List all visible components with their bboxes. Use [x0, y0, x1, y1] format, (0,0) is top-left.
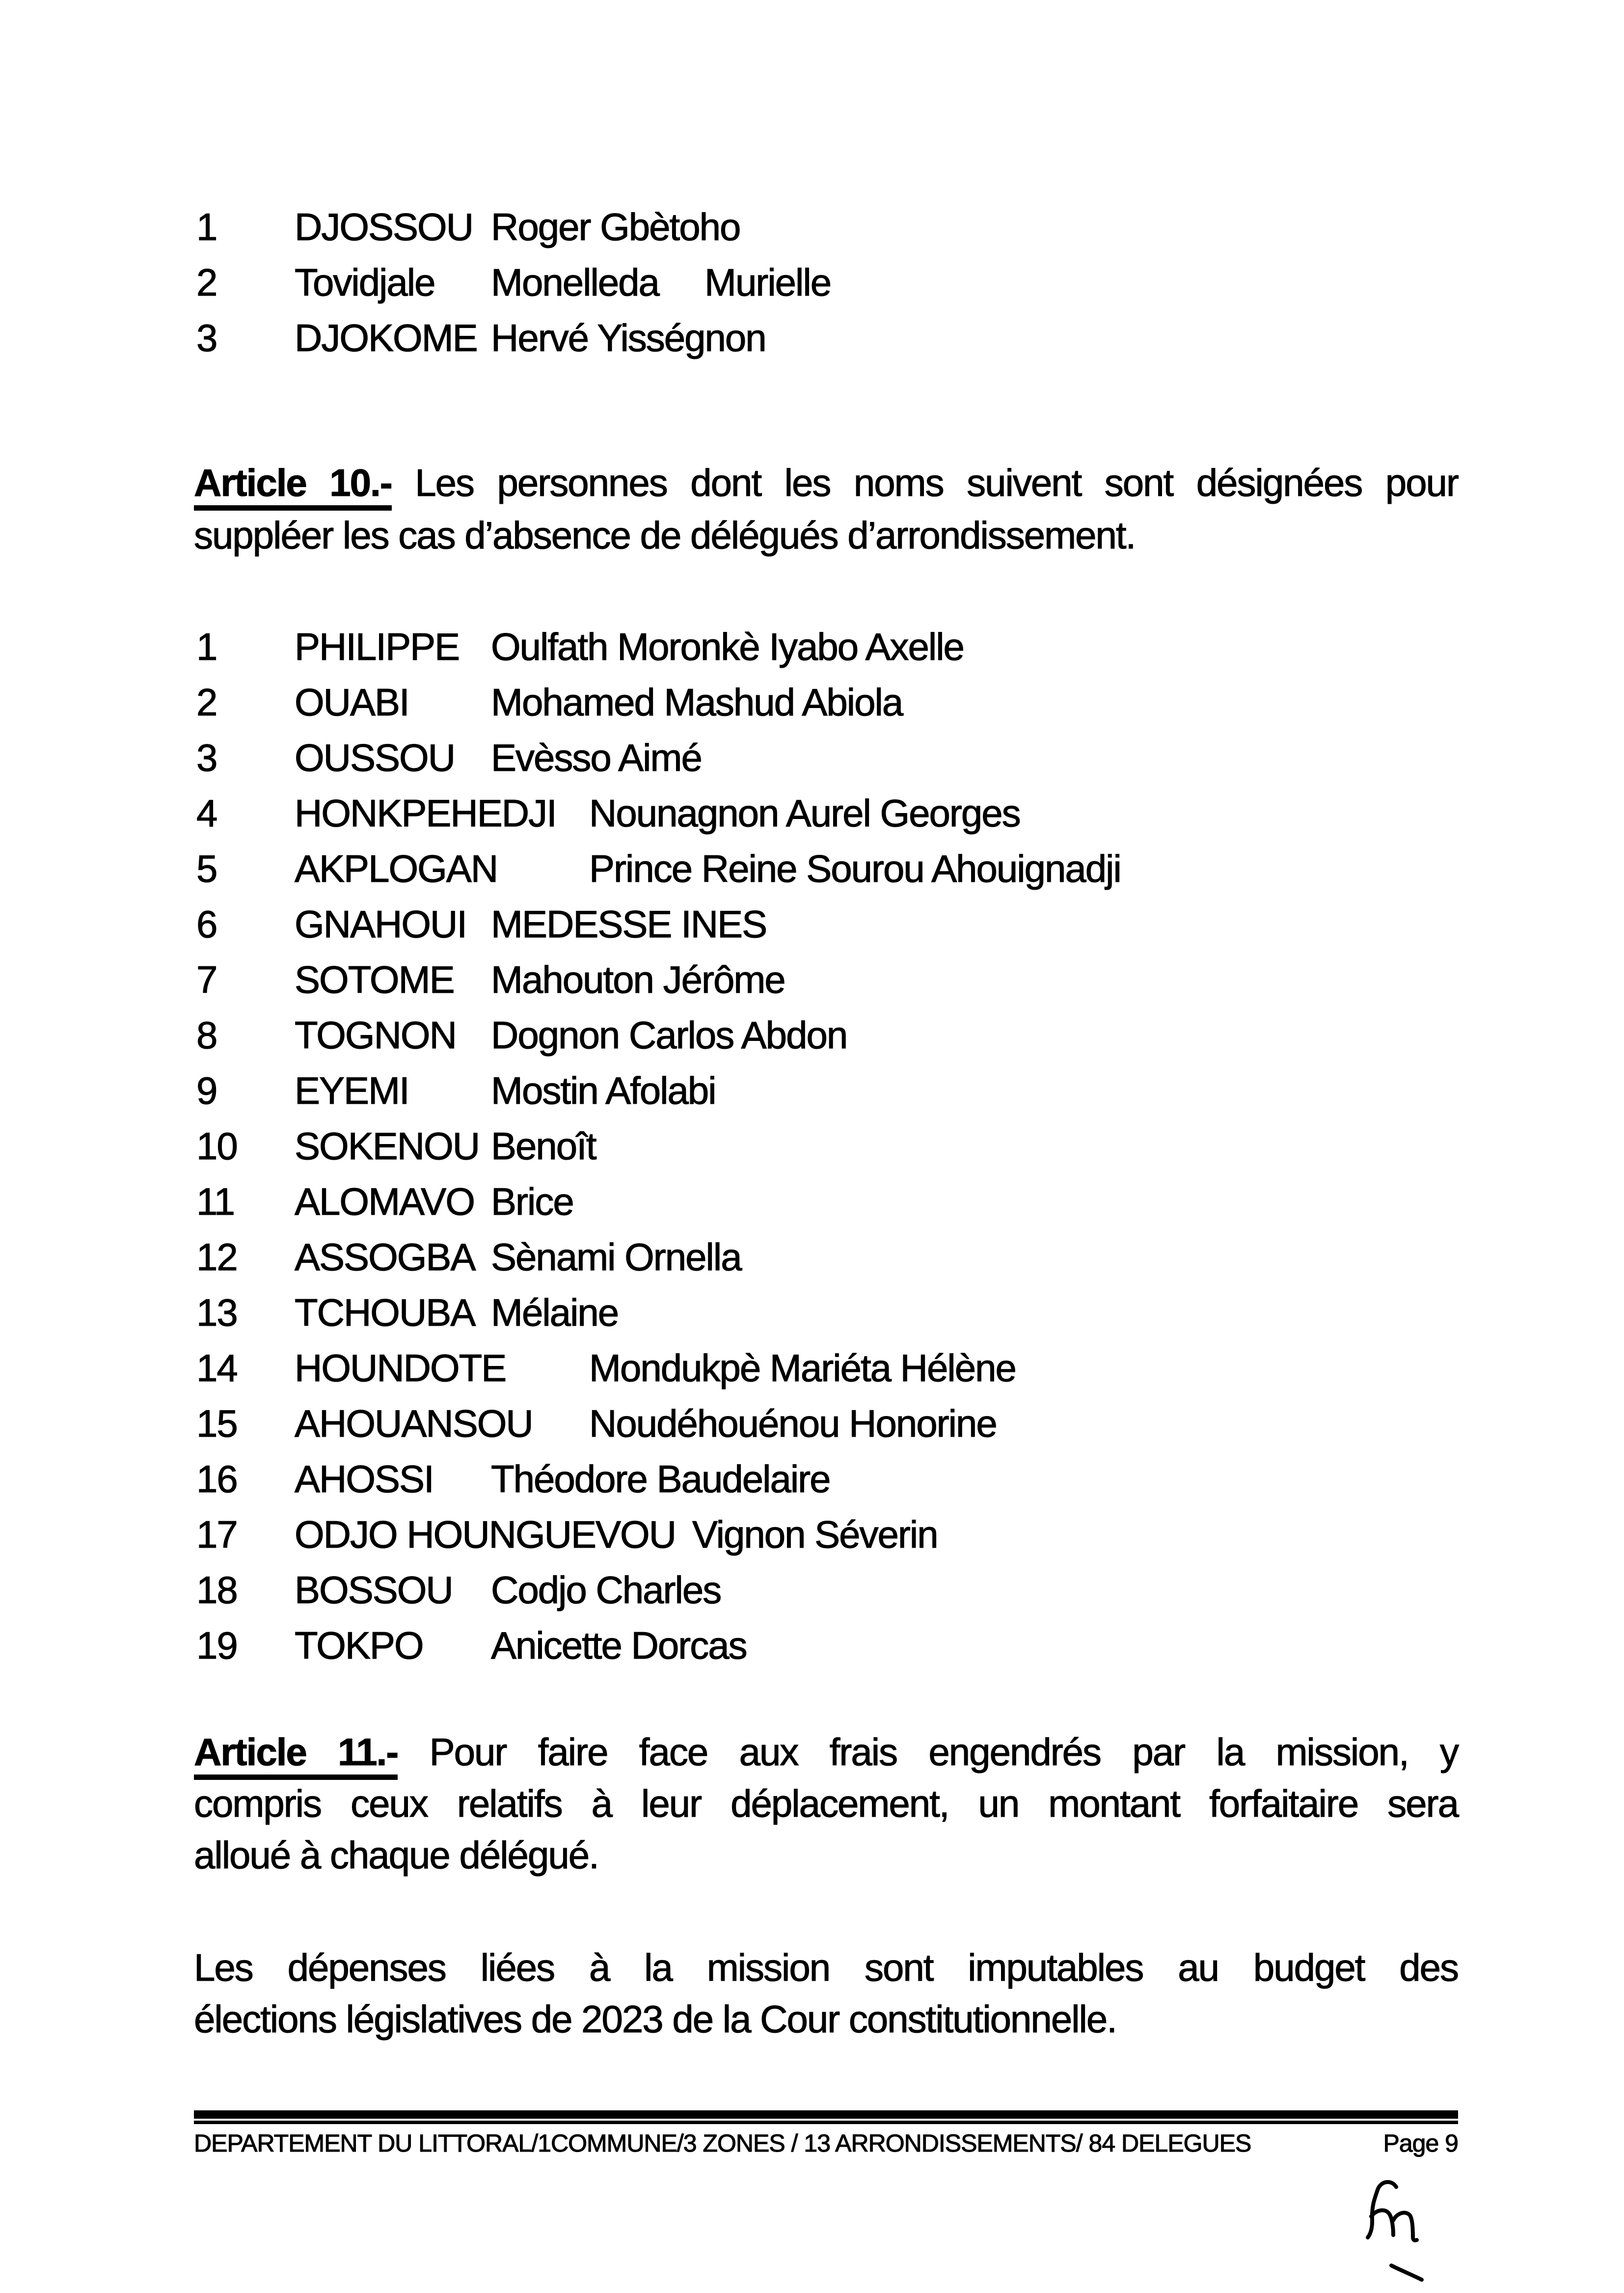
delegate-row [196, 952, 1497, 1008]
delegate-given-names: Mostin Afolabi [491, 1069, 716, 1112]
delegate-given-names: Mohamed Mashud Abiola [491, 681, 903, 724]
delegate-given-names: Théodore Baudelaire [491, 1457, 830, 1501]
article-11-line-2: compris ceux relatifs à leur déplacement, un montant forfaitaire sera [194, 1782, 1458, 1825]
delegate-surname: SOKENOU [295, 1124, 480, 1168]
delegate-row [196, 1396, 1497, 1451]
delegate-surname: PHILIPPE [295, 625, 460, 668]
delegate-given-names: MEDESSE INES [491, 902, 767, 946]
row-number: 1 [196, 625, 217, 668]
article-10-line-2: suppléer les cas d’absence de délégués d’arrondissement. [194, 514, 1136, 557]
arrondissement-delegate-list [196, 619, 1497, 1674]
delegate-row [196, 841, 1497, 897]
article-10-line-1 [194, 457, 1458, 509]
row-number: 17 [196, 1513, 237, 1556]
delegate-surname: OUABI [295, 681, 409, 724]
row-number: 2 [196, 681, 217, 724]
delegate-given-names: Oulfath Moronkè Iyabo Axelle [491, 625, 964, 668]
row-number: 9 [196, 1069, 217, 1112]
delegate-given-names: Hervé Yisségnon [491, 316, 766, 359]
delegate-surname: AHOSSI [295, 1457, 433, 1501]
article-11-text: Pour faire face aux frais engendrés par la mission, y [429, 1730, 1458, 1774]
delegate-given-names: Noudéhouénou Honorine [589, 1402, 997, 1445]
delegate-surname: ODJO HOUNGUEVOU [295, 1513, 676, 1556]
row-number: 13 [196, 1291, 237, 1334]
footer-divider-thick [194, 2110, 1458, 2119]
article-10-label: Article 10.- [194, 461, 392, 511]
pen-dash [1391, 2266, 1422, 2280]
delegate-row [196, 786, 1497, 841]
row-number: 2 [196, 261, 217, 304]
delegate-row [196, 310, 1497, 366]
delegate-surname: ASSOGBA [295, 1235, 475, 1279]
delegate-given-names: Roger Gbètoho [491, 205, 740, 248]
initials-stroke [1371, 2211, 1393, 2235]
delegate-surname: HONKPEHEDJI [295, 792, 556, 835]
row-number: 1 [196, 205, 217, 248]
article-10-paragraph [194, 457, 1458, 562]
delegate-given-names: Mélaine [491, 1291, 619, 1334]
article-11-paragraph [194, 1726, 1458, 1881]
row-number: 10 [196, 1124, 237, 1168]
delegate-given-names: Mahouton Jérôme [491, 958, 785, 1001]
row-number: 12 [196, 1235, 237, 1279]
delegate-row [196, 1562, 1497, 1618]
expenses-line-2: élections législatives de 2023 de la Cour constitutionnelle. [194, 1997, 1116, 2041]
row-number: 8 [196, 1013, 217, 1057]
delegate-given-names: Prince Reine Sourou Ahouignadji [589, 847, 1121, 890]
handwritten-initials [1355, 2170, 1443, 2288]
footer-divider-thin [194, 2121, 1458, 2124]
delegate-row [196, 730, 1497, 786]
delegate-surname: OUSSOU [295, 736, 455, 779]
row-number: 3 [196, 316, 217, 359]
footer-department-text: DEPARTEMENT DU LITTORAL/1COMMUNE/3 ZONES / 13 ARRONDISSEMENTS/ 84 DELEGUES [194, 2129, 1251, 2157]
delegate-row [196, 1451, 1497, 1507]
delegate-surname: ALOMAVO [295, 1180, 474, 1223]
delegate-given-names: Evèsso Aimé [491, 736, 702, 779]
delegate-given-names: Vignon Séverin [692, 1513, 938, 1556]
row-number: 7 [196, 958, 217, 1001]
delegate-surname: GNAHOUI [295, 902, 467, 946]
article-11-line-3: alloué à chaque délégué. [194, 1833, 598, 1877]
delegate-given-names: Sènami Ornella [491, 1235, 741, 1279]
delegate-row [196, 1063, 1497, 1119]
row-number: 11 [196, 1180, 234, 1223]
intro-delegate-list [196, 199, 1497, 366]
page-footer [194, 2129, 1458, 2158]
delegate-row [196, 1174, 1497, 1229]
delegate-row [196, 1285, 1497, 1340]
delegate-row [196, 619, 1497, 675]
delegate-surname: TOGNON [295, 1013, 456, 1057]
row-number: 19 [196, 1624, 237, 1667]
delegate-given-names: Dognon Carlos Abdon [491, 1013, 847, 1057]
article-10-text: Les personnes dont les noms suivent sont désignées pour [415, 461, 1458, 504]
delegate-row [196, 1340, 1497, 1396]
delegate-given-names: Brice [491, 1180, 573, 1223]
article-11-label: Article 11.- [194, 1730, 398, 1780]
article-11-line-1 [194, 1726, 1458, 1778]
delegate-given-names: Monelleda [491, 261, 659, 304]
delegate-surname: Tovidjale [295, 261, 435, 304]
delegate-row [196, 1229, 1497, 1285]
delegate-given-names: Anicette Dorcas [491, 1624, 747, 1667]
delegate-given-names: Benoît [491, 1124, 596, 1168]
delegate-row [196, 1618, 1497, 1673]
row-number: 14 [196, 1346, 237, 1390]
delegate-surname: HOUNDOTE [295, 1346, 506, 1390]
delegate-given-names: Nounagnon Aurel Georges [589, 792, 1020, 835]
delegate-row [196, 1507, 1497, 1562]
row-number: 3 [196, 736, 217, 779]
delegate-surname: AKPLOGAN [295, 847, 498, 890]
initials-stroke [1393, 2213, 1417, 2240]
delegate-row [196, 675, 1497, 730]
footer-page-number: Page 9 [1383, 2129, 1458, 2157]
delegate-surname: DJOKOME [295, 316, 477, 359]
row-number: 6 [196, 902, 217, 946]
delegate-row [196, 897, 1497, 952]
row-number: 15 [196, 1402, 237, 1445]
delegate-row [196, 1119, 1497, 1174]
delegate-given-names: Codjo Charles [491, 1568, 721, 1611]
delegate-surname: SOTOME [295, 958, 454, 1001]
delegate-given-names: Murielle [704, 261, 831, 304]
delegate-given-names: Mondukpè Mariéta Hélène [589, 1346, 1016, 1390]
row-number: 5 [196, 847, 217, 890]
delegate-row [196, 1008, 1497, 1063]
delegate-row [196, 255, 1497, 310]
delegate-surname: EYEMI [295, 1069, 409, 1112]
expenses-line-1: Les dépenses liées à la mission sont imputables au budget des [194, 1946, 1458, 1989]
delegate-surname: BOSSOU [295, 1568, 453, 1611]
delegate-surname: AHOUANSOU [295, 1402, 533, 1445]
expenses-paragraph [194, 1942, 1458, 2045]
row-number: 4 [196, 792, 217, 835]
row-number: 18 [196, 1568, 237, 1611]
delegate-surname: TOKPO [295, 1624, 423, 1667]
delegate-surname: TCHOUBA [295, 1291, 475, 1334]
delegate-row [196, 199, 1497, 255]
row-number: 16 [196, 1457, 237, 1501]
delegate-surname: DJOSSOU [295, 205, 473, 248]
